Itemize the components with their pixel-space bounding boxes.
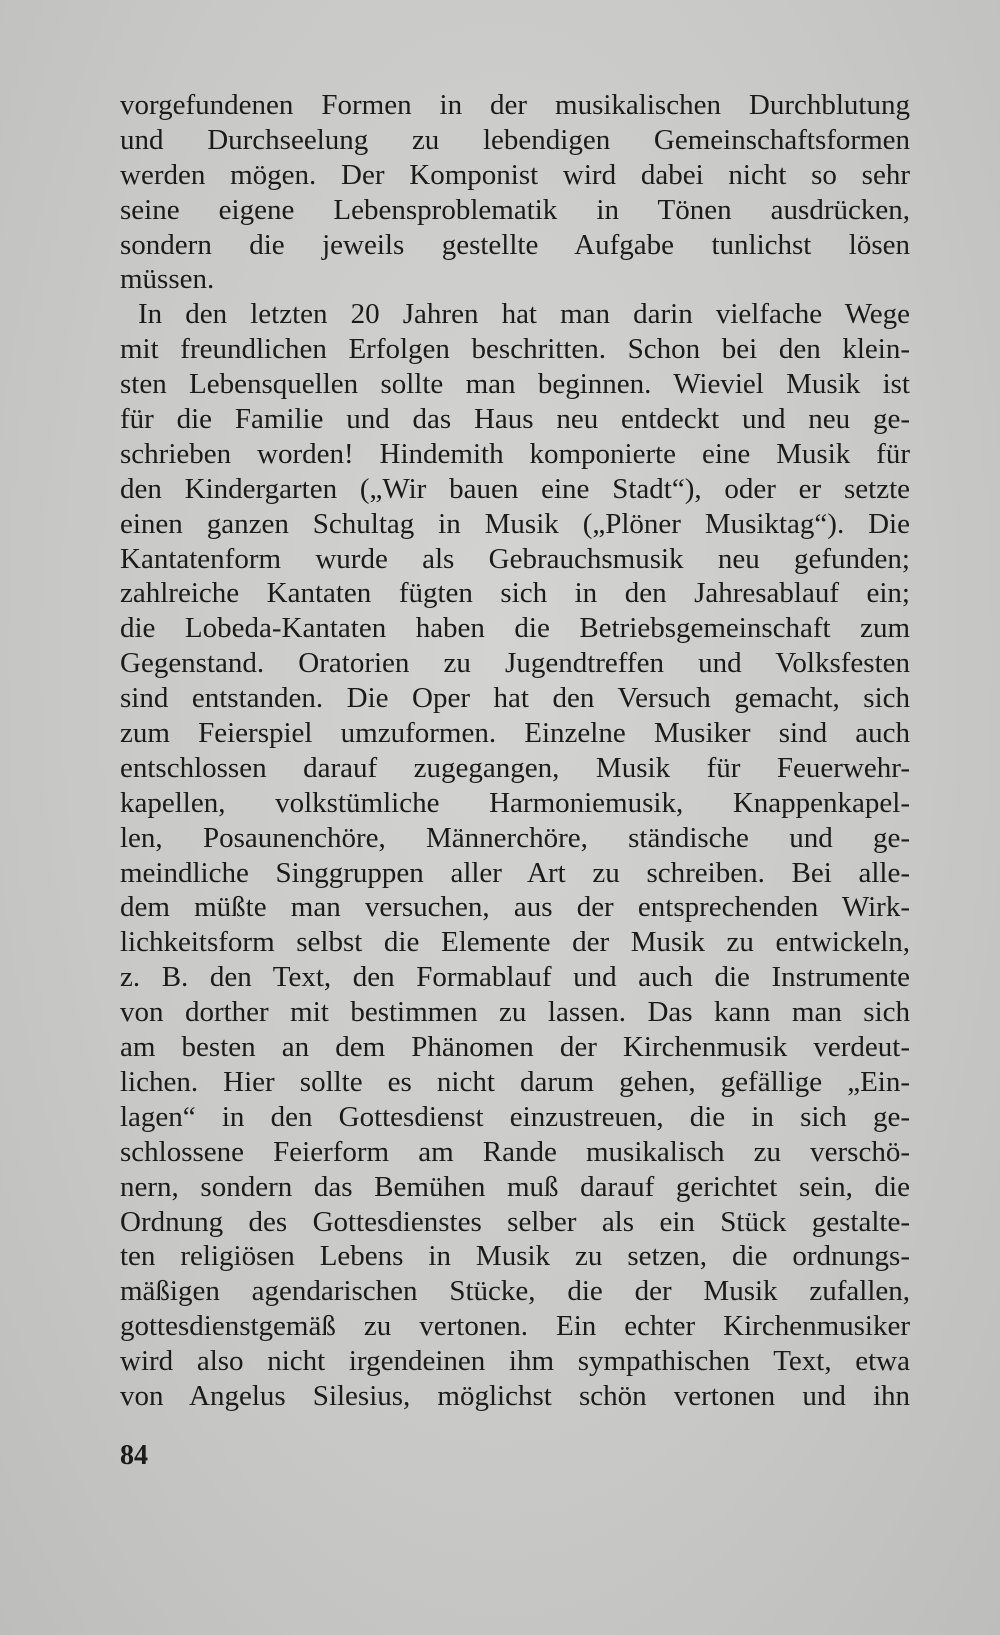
text-line: die Lobeda-Kantaten haben die Betriebsgemeinschaft zum [120,612,910,645]
text-line: lichkeitsform selbst die Elemente der Musik zu entwickeln, [120,926,910,959]
text-line: wird also nicht irgendeinen ihm sympathischen Text, etwa [120,1345,910,1378]
text-line: entschlossen darauf zugegangen, Musik für Feuerwehr- [120,751,910,784]
text-line: seine eigene Lebensproblematik in Tönen ausdrücken, [120,193,910,226]
text-line: lagen“ in den Gottesdienst einzustreuen, die in sich ge- [120,1100,910,1133]
text-line: den Kindergarten („Wir bauen eine Stadt“), oder er setzte [120,472,910,505]
text-line: zum Feierspiel umzuformen. Einzelne Musiker sind auch [120,717,910,750]
text-line: müssen. [120,263,215,296]
text-line: schrieben worden! Hindemith komponierte eine Musik für [120,437,910,470]
text-line: In den letzten 20 Jahren hat man darin vielfache Wege [138,298,910,331]
page-number: 84 [120,1440,148,1471]
text-line: sind entstanden. Die Oper hat den Versuch gemacht, sich [120,682,910,715]
text-line: mit freundlichen Erfolgen beschritten. Schon bei den klein- [120,333,910,366]
text-line: für die Familie und das Haus neu entdeckt und neu ge- [120,403,910,436]
text-line: zahlreiche Kantaten fügten sich in den Jahresablauf ein; [120,577,910,610]
text-line: schlossene Feierform am Rande musikalisch zu verschö- [120,1135,910,1168]
text-line: ten religiösen Lebens in Musik zu setzen, die ordnungs- [120,1240,910,1273]
text-line: meindliche Singgruppen aller Art zu schreiben. Bei alle- [120,856,910,889]
body-text [120,88,910,1414]
text-line: sten Lebensquellen sollte man beginnen. Wieviel Musik ist [120,368,910,401]
text-line: und Durchseelung zu lebendigen Gemeinschaftsformen [120,123,910,156]
text-line: z. B. den Text, den Formablauf und auch die Instrumente [120,961,910,994]
text-line: nern, sondern das Bemühen muß darauf gerichtet sein, die [120,1170,910,1203]
text-line: Ordnung des Gottesdienstes selber als ein Stück gestalte- [120,1205,910,1238]
text-line: einen ganzen Schultag in Musik („Plöner Musiktag“). Die [120,507,910,540]
text-line: sondern die jeweils gestellte Aufgabe tunlichst lösen [120,228,910,261]
text-line: dem müßte man versuchen, aus der entsprechenden Wirk- [120,891,910,924]
text-line: vorgefundenen Formen in der musikalischen Durchblutung [120,89,910,121]
text-line: werden mögen. Der Komponist wird dabei nicht so sehr [120,158,910,191]
text-line: von dorther mit bestimmen zu lassen. Das kann man sich [120,996,910,1029]
text-line: len, Posaunenchöre, Männerchöre, ständische und ge- [120,821,910,854]
text-line: Kantatenform wurde als Gebrauchsmusik neu gefunden; [120,542,910,575]
text-line: lichen. Hier sollte es nicht darum gehen, gefällige „Ein- [120,1065,910,1098]
text-line: von Angelus Silesius, möglichst schön vertonen und ihn [120,1379,910,1412]
text-line: gottesdienstgemäß zu vertonen. Ein echter Kirchenmusiker [120,1310,910,1343]
text-line: Gegenstand. Oratorien zu Jugendtreffen und Volksfesten [120,647,910,680]
text-line: mäßigen agendarischen Stücke, die der Musik zufallen, [120,1275,910,1308]
text-line: am besten an dem Phänomen der Kirchenmusik verdeut- [120,1031,910,1064]
text-line: kapellen, volkstümliche Harmoniemusik, Knappenkapel- [120,786,910,819]
